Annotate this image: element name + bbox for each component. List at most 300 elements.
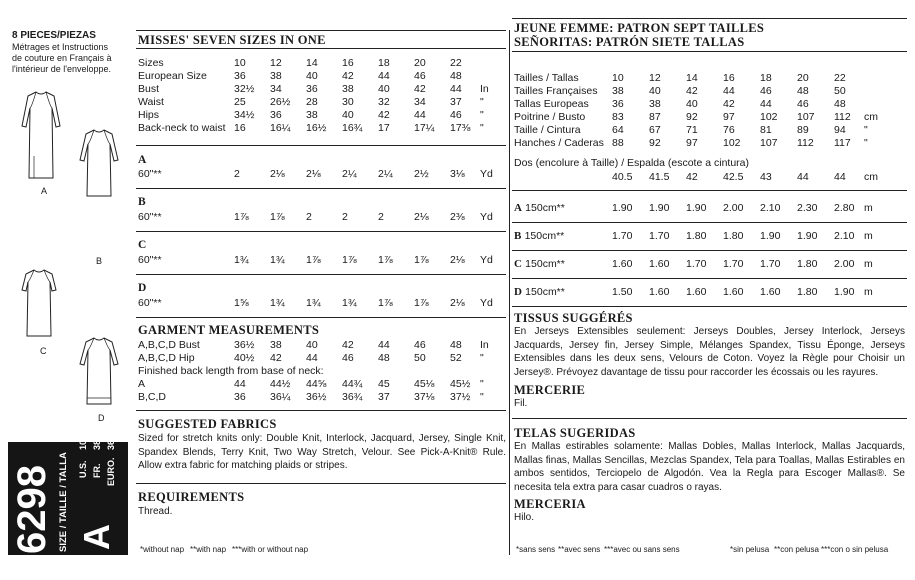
cell: 34½ [234,109,255,121]
row-label: A [138,378,146,390]
cell: 45½ [450,378,471,390]
unit: cm [864,171,878,183]
cell: 46 [450,109,462,121]
table-row [138,339,492,352]
cell: 44⅝ [306,378,327,390]
cell: 1.70 [649,230,670,242]
metric-yardage-b [514,230,880,243]
cell: 1.80 [797,286,818,298]
telas-text: En Mallas estirables solamente: Mallas Dobles, Mallas Interlock, Mallas Jacquards, Mallas finas, Mallas Sencillas, Mezclas Spandex, Tela para Toallas, Mallas Estirables en ambos sentidos, Terciopelo de Algodón. Vea la Regla para Escoger Mallas®. Se necesita tela extra para casar cuadros o rayas. [514,441,905,493]
suggested-fabrics-title: SUGGESTED FABRICS [138,417,277,431]
mercerie-text: Fil. [514,398,528,409]
cell: 16¼ [270,122,291,134]
cell: 1⅞ [378,297,393,309]
cell: 16 [234,122,246,134]
spanish-title: SEÑORITAS: PATRÓN SIETE TALLAS [514,35,745,49]
view-b-label: B [514,230,522,242]
cell: 107 [760,137,778,149]
cell: 2 [378,211,384,223]
cell: 38 [306,109,318,121]
cell: 1.50 [612,286,633,298]
cell: 40½ [234,352,255,364]
cell: 44¾ [342,378,363,390]
cell: 1.90 [760,230,781,242]
metric-yardage-c [514,258,880,271]
table-row [138,365,492,378]
table-row [138,391,492,404]
cell: 46 [414,70,426,82]
cell: 44 [797,171,809,183]
cell: 38 [612,85,624,97]
cell: 2 [342,211,348,223]
cell: 64 [612,124,624,136]
cell: 112 [834,111,851,123]
cell: 50 [834,85,846,97]
view-c-label: C [40,346,47,356]
table-row [138,70,492,83]
cell: 2⅛ [306,168,321,180]
cell: 17 [378,122,390,134]
cell: 42 [342,70,354,82]
view-b-label: B [96,256,103,266]
table-row [514,85,880,98]
footnote-sin-pelusa: *sin pelusa [730,545,770,554]
cell: 44 [834,171,846,183]
cell: 44 [306,352,318,364]
cell: 40 [306,70,318,82]
footnote-avec-sens: **avec sens [558,545,601,554]
unit: In [480,339,489,351]
row-label: Hanches / Caderas [514,137,604,149]
row-label: Back-neck to waist [138,122,226,134]
unit: cm [864,111,878,123]
back-length-label: Dos (encolure à Taille) / Espalda (escote a cintura) [514,157,750,169]
row-label: Hips [138,109,160,121]
cell: 1¾ [342,297,357,309]
cell: 2¼ [342,168,357,180]
table-row [138,57,492,70]
row-label: European Size [138,70,207,82]
cell: 44 [378,339,390,351]
view-d-label: D [514,286,523,298]
cell: 1.70 [612,230,633,242]
cell: 94 [834,124,846,136]
unit: " [864,137,868,149]
cell: 1.60 [649,258,670,270]
row-label: Tailles Françaises [514,85,598,97]
yardage-row-d [138,297,494,310]
yardage-row-a [138,168,494,181]
unit: Yd [480,168,493,180]
cell: 40.5 [612,171,633,183]
instructions-note-1: Métrages et Instructions [12,42,109,52]
cell: 83 [612,111,624,123]
cell: 48 [834,98,846,110]
cell: 36 [306,83,318,95]
pieces-count: 8 PIECES/PIEZAS [12,30,96,41]
cell: 46 [797,98,809,110]
cell: 38 [270,339,282,351]
yardage-row-b [138,211,494,224]
cell: 112 [797,137,814,149]
table-row [138,122,492,135]
unit: " [480,352,484,364]
unit: Yd [480,254,493,266]
cell: 45 [378,378,390,390]
cell: 46 [760,85,772,97]
cell: 30 [342,96,354,108]
cell: 18 [760,72,772,84]
cell: 2 [306,211,312,223]
cell: 102 [723,137,741,149]
cell: 97 [723,111,735,123]
view-a-illustration [16,86,66,186]
cell: 89 [797,124,809,136]
unit: m [864,230,873,242]
cell: 48 [378,352,390,364]
cell: 71 [686,124,698,136]
footnote-without-nap: *without nap [140,545,185,554]
cell: 38 [270,70,282,82]
row-label: Tailles / Tallas [514,72,579,84]
unit: m [864,202,873,214]
cell: 1.80 [686,230,707,242]
cell: 2⅛ [450,297,465,309]
cell: 36½ [234,339,255,351]
requirements-text: Thread. [138,506,173,517]
cell: 1⅞ [342,254,357,266]
table-row [138,378,492,391]
cell: 76 [723,124,735,136]
cell: 1.60 [686,286,707,298]
cell: 12 [649,72,661,84]
size-letter: A [76,524,117,550]
cell: 37 [450,96,462,108]
tissus-title: TISSUS SUGGÉRÉS [514,311,633,325]
garment-measurements-title: GARMENT MEASUREMENTS [138,323,320,337]
left-panel [8,30,133,440]
metric-yardage-a [514,202,880,215]
cell: 1⅞ [234,211,249,223]
cell: 43 [760,171,772,183]
cell: 2.80 [834,202,855,214]
cell: 10 [612,72,624,84]
cell: 16 [723,72,735,84]
requirements-title: REQUIREMENTS [138,490,245,504]
cell: 1.90 [834,286,855,298]
cell: 38 [649,98,661,110]
footnote-con-o-sin-pelusa: ***con o sin pelusa [821,545,889,554]
view-d-label: D [98,413,105,423]
fabric-width: 150cm** [525,202,565,214]
instructions-note-2: de couture en Français à [12,53,112,63]
cell: 52 [450,352,462,364]
cell: 14 [686,72,698,84]
fabric-width: 60"** [138,254,162,266]
cell: 44 [760,98,772,110]
cell: 1.60 [760,286,781,298]
cell: 40 [378,83,390,95]
row-label: A,B,C,D Bust [138,339,200,351]
cell: 16 [342,57,354,69]
cell: 50 [414,352,426,364]
cell: 44 [414,109,426,121]
english-title: MISSES' SEVEN SIZES IN ONE [138,33,326,47]
mercerie-title: MERCERIE [514,383,586,397]
row-label: Tallas Europeas [514,98,589,110]
cell: 40 [306,339,318,351]
row-label: B,C,D [138,391,167,403]
cell: 1.60 [723,286,744,298]
cell: 36¼ [270,391,291,403]
view-b-illustration [74,126,124,206]
cell: 2.10 [760,202,781,214]
cell: 32½ [234,83,255,95]
cell: 34 [414,96,426,108]
cell: 34 [270,83,282,95]
fabric-width: 150cm** [525,258,565,270]
cell: 12 [270,57,282,69]
cell: 42.5 [723,171,744,183]
row-label: Poitrine / Busto [514,111,586,123]
us-sizes: 10-22 [78,426,88,450]
english-body-table [138,57,492,135]
footnote-sans-sens: *sans sens [516,545,556,554]
cell: 22 [450,57,462,69]
unit: " [480,378,484,390]
table-row [514,98,880,111]
view-c-heading: C [138,239,147,251]
row-label: A,B,C,D Hip [138,352,195,364]
row-label: Waist [138,96,164,108]
cell: 1.90 [649,202,670,214]
row-label: Sizes [138,57,164,69]
cell: 18 [378,57,390,69]
row-label: Taille / Cintura [514,124,581,136]
cell: 1¾ [270,254,285,266]
cell: 44 [723,85,735,97]
cell: 36 [612,98,624,110]
cell: 42 [378,109,390,121]
cell: 2⅛ [270,168,285,180]
fabric-width: 60"** [138,297,162,309]
cell: 36¾ [342,391,363,403]
unit: Yd [480,297,493,309]
cell: 36½ [306,391,327,403]
cell: 1¾ [270,297,285,309]
pattern-number: 6298 [10,465,54,554]
cell: 1.60 [649,286,670,298]
cell: 25 [234,96,246,108]
unit: In [480,83,489,95]
cell: 16¾ [342,122,363,134]
metric-yardage-d [514,286,880,299]
cell: 14 [306,57,318,69]
row-label: Finished back length from base of neck: [138,365,324,377]
cell: 2.10 [834,230,855,242]
pattern-number-box [8,426,128,555]
cell: 40 [342,109,354,121]
view-a-heading: A [138,154,147,166]
unit [480,57,492,70]
cell: 1.90 [686,202,707,214]
cell: 2½ [414,168,429,180]
table-row [138,352,492,365]
unit: Yd [480,211,493,223]
unit: " [480,122,484,134]
cell: 2 [234,168,240,180]
table-row [514,124,880,137]
instructions-note-3: l'intérieur de l'enveloppe. [12,64,111,74]
unit: " [480,391,484,403]
unit: " [480,109,484,121]
cell: 88 [612,137,624,149]
cell: 37½ [450,391,471,403]
unit [864,98,880,111]
cell: 37⅛ [414,391,435,403]
tissus-text: En Jerseys Extensibles seulement: Jerseys Doubles, Jersey Interlock, Jerseys Jacquards, Jersey fin, Jersey Simple, Mélanges Spandex, Tissu Éponge, Jerseys Extensibles dans les deux sens, Velours de Coton. Voyez la Règle pour Choisir un Jersey®. Prévoyez davantage de tissu pour raccorder les écossais ou les rayures. [514,326,905,378]
cell: 36 [234,70,246,82]
cell: 42 [342,339,354,351]
cell: 40 [649,85,661,97]
cell: 1⅞ [414,297,429,309]
us-label: U.S. [78,460,88,478]
view-a-label: A [514,202,523,214]
cell: 1.70 [723,258,744,270]
euro-label: EURO. [106,457,116,486]
cell: 1¾ [234,254,249,266]
footnote-con-pelusa: **con pelusa [774,545,819,554]
table-row [138,96,492,109]
fabric-width: 60"** [138,168,162,180]
cell: 20 [414,57,426,69]
cell: 44 [378,70,390,82]
cell: 2.00 [834,258,855,270]
table-row [514,111,880,124]
french-title: JEUNE FEMME: PATRON SEPT TAILLES [514,21,765,35]
unit: m [864,286,873,298]
unit: m [864,258,873,270]
cell: 1¾ [306,297,321,309]
cell: 38 [342,83,354,95]
cell: 2⅛ [450,254,465,266]
row-label: Bust [138,83,160,95]
cell: 20 [797,72,809,84]
garment-measurements-table [138,339,492,404]
cell: 81 [760,124,772,136]
fabric-width: 60"** [138,211,162,223]
cell: 32 [378,96,390,108]
footnote-avec-ou-sans-sens: ***avec ou sans sens [604,545,680,554]
cell: 26½ [270,96,291,108]
cell: 37 [378,391,390,403]
cell: 2¼ [378,168,393,180]
cell: 42 [686,85,698,97]
cell: 28 [306,96,318,108]
cell: 1.90 [797,230,818,242]
cell: 42 [414,83,426,95]
cell: 92 [686,111,698,123]
table-row [138,109,492,122]
cell: 22 [834,72,846,84]
cell: 107 [797,111,815,123]
cell: 1.70 [760,258,781,270]
merceria-title: MERCERIA [514,497,586,511]
cell: 67 [649,124,661,136]
cell: 2.30 [797,202,818,214]
cell: 87 [649,111,661,123]
telas-title: TELAS SUGERIDAS [514,426,636,440]
euro-sizes: 36-48 [106,426,116,450]
cell: 1⅞ [306,254,321,266]
cell: 44 [450,83,462,95]
fr-sizes: 38-50 [92,426,102,450]
cell: 48 [450,339,462,351]
cell: 36 [270,109,282,121]
cell: 36 [234,391,246,403]
fr-label: FR. [92,463,102,478]
cell: 117 [834,137,851,149]
unit: " [480,96,484,108]
footnote-with-nap: **with nap [190,545,227,554]
cell: 1.70 [686,258,707,270]
cell: 1⅞ [378,254,393,266]
french-spanish-body-table [514,72,880,150]
cell: 41.5 [649,171,670,183]
cell: 3⅛ [450,168,465,180]
back-length-row [612,171,880,184]
unit [864,85,880,98]
cell: 42 [723,98,735,110]
cell: 1⅝ [234,297,249,309]
table-row [514,72,880,85]
view-a-label: A [41,186,48,196]
view-c-label: C [514,258,523,270]
cell: 10 [234,57,246,69]
footnote-with-or-without-nap: ***with or without nap [232,545,309,554]
cell: 40 [686,98,698,110]
table-row [514,137,880,150]
cell: 45⅛ [414,378,435,390]
unit: " [864,124,868,136]
view-d-illustration [74,334,124,414]
view-b-heading: B [138,196,146,208]
view-c-illustration [14,266,64,346]
table-row [138,83,492,96]
cell: 44 [234,378,246,390]
cell: 1.90 [612,202,633,214]
fabric-width: 150cm** [524,230,565,242]
cell: 97 [686,137,698,149]
yardage-row-c [138,254,494,267]
fabric-width: 150cm** [525,286,565,298]
cell: 1.80 [723,230,744,242]
size-label: SIZE / TAILLE / TALLA [58,452,69,552]
cell: 17¼ [414,122,435,134]
cell: 48 [797,85,809,97]
cell: 2⅜ [450,211,465,223]
cell: 42 [270,352,282,364]
cell: 92 [649,137,661,149]
cell: 17⅜ [450,122,471,134]
merceria-text: Hilo. [514,512,535,523]
unit [480,70,492,83]
cell: 44½ [270,378,291,390]
cell: 102 [760,111,778,123]
cell: 1⅞ [414,254,429,266]
view-d-heading: D [138,282,147,294]
cell: 2.00 [723,202,744,214]
